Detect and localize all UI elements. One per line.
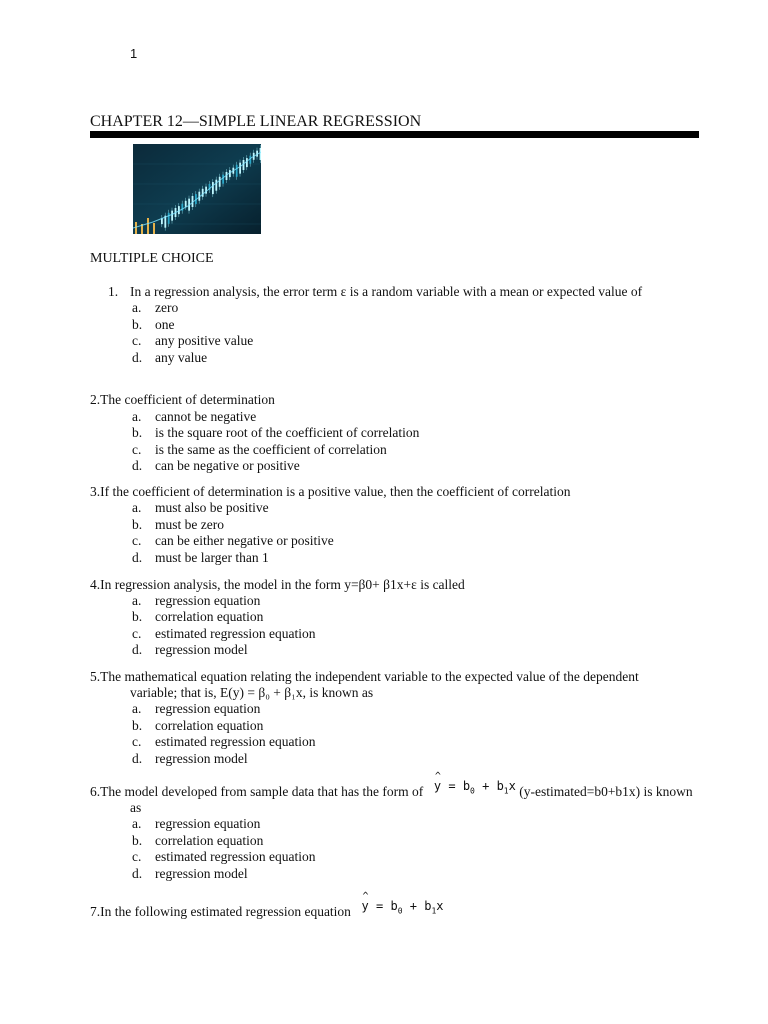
question-text: In regression analysis, the model in the form y=β0+ β1x+ε is called — [100, 577, 465, 592]
page-number: 1 — [130, 46, 138, 61]
question-number: 1. — [108, 284, 119, 299]
question-3 — [90, 484, 570, 501]
question-text: In a regression analysis, the error term ε is a random variable with a mean or expected value of — [130, 284, 643, 299]
question-text: In the following estimated regression equation — [100, 904, 351, 919]
question-text: If the coefficient of determination is a positive value, then the coefficient of correlation — [100, 484, 571, 499]
estimated-regression-formula: ^ $y = b_0 + b_1x$ — [354, 899, 443, 913]
section-title: MULTIPLE CHOICE — [90, 251, 214, 266]
stock-chart-image — [133, 144, 261, 234]
question-number: 7. — [90, 904, 101, 919]
question-number: 5. — [90, 669, 101, 684]
question-text-after: (y-estimated=b0+b1x) is known — [515, 784, 693, 799]
question-2 — [90, 392, 275, 409]
question-text: The coefficient of determination — [100, 392, 275, 407]
question-text: The mathematical equation relating the independent variable to the expected value of the dependent — [100, 669, 639, 684]
question-number: 2. — [90, 392, 101, 407]
question-6 — [90, 779, 693, 806]
chapter-title: CHAPTER 12—SIMPLE LINEAR REGRESSION — [90, 113, 422, 130]
question-number: 6. — [90, 784, 101, 799]
question-number: 4. — [90, 577, 101, 592]
title-rule — [90, 131, 699, 138]
question-5-continued: variable; that is, E(y) = β₀ + β₁x, is known as — [130, 685, 374, 700]
question-text: The model developed from sample data that has the form of — [100, 784, 424, 799]
question-6-continued: as — [130, 800, 142, 815]
estimated-regression-formula: ^ $y = b_0 + b_1x$ — [427, 779, 516, 793]
question-4 — [90, 577, 465, 594]
question-5 — [90, 669, 639, 686]
question-1 — [108, 284, 643, 301]
question-7 — [90, 899, 444, 926]
question-number: 3. — [90, 484, 101, 499]
